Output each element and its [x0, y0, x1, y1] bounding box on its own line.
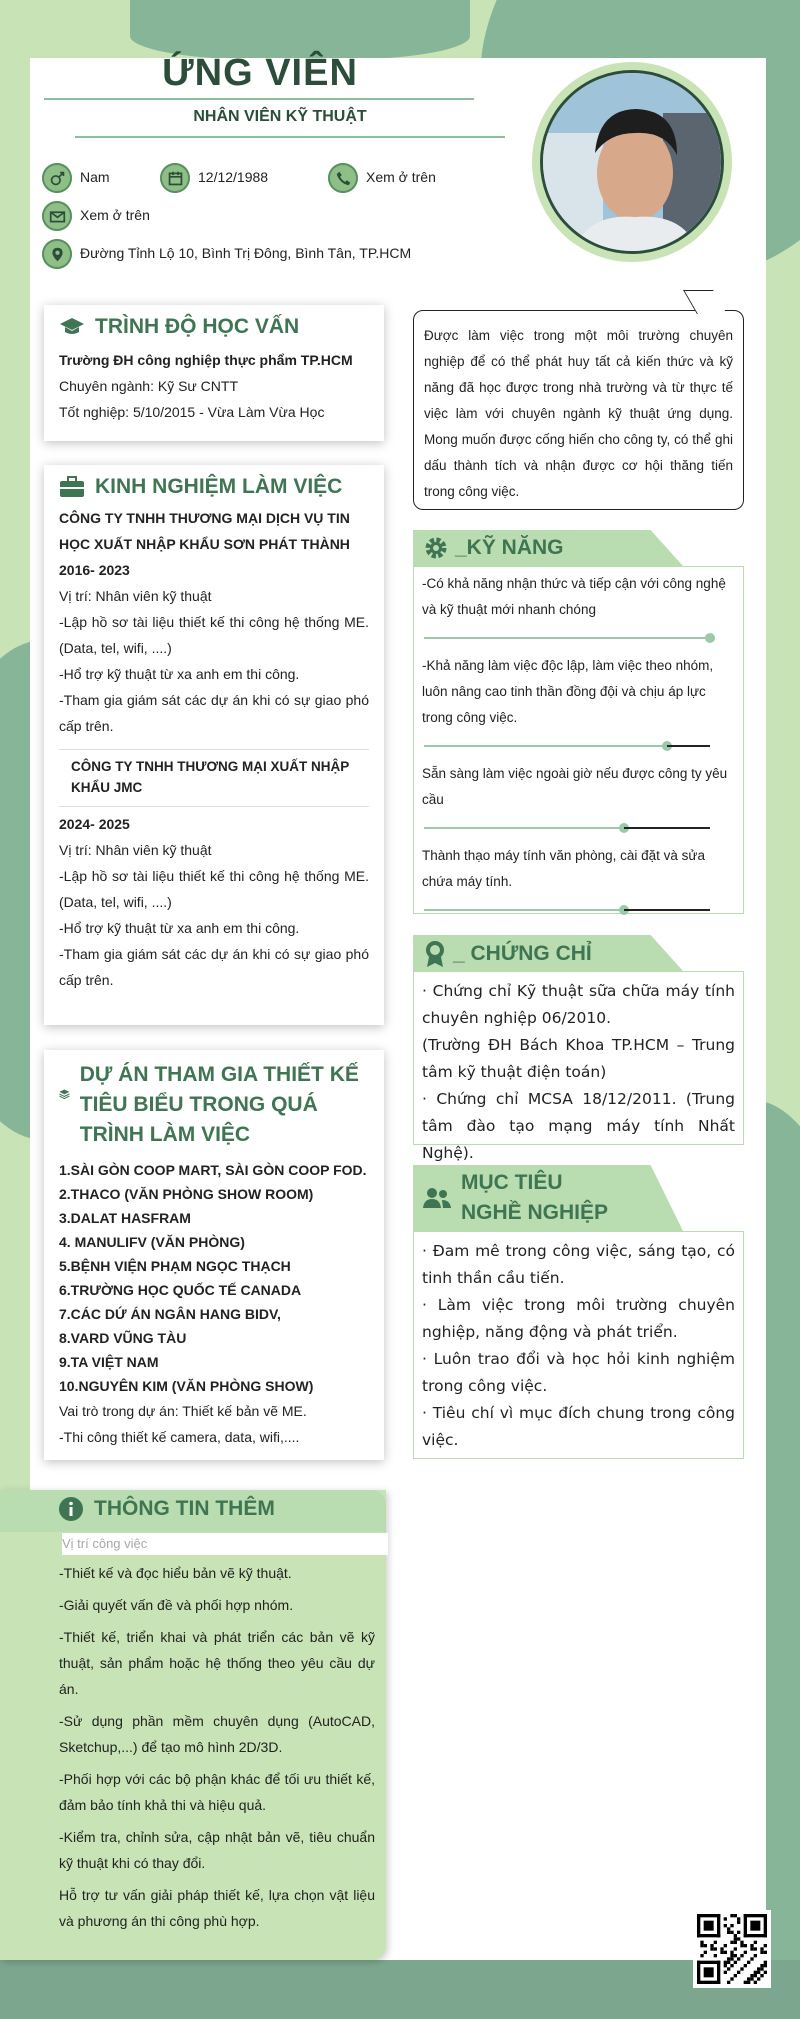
education-graduation: Tốt nghiệp: 5/10/2015 - Vừa Làm Vừa Học — [59, 404, 325, 420]
project-item: 5.BỆNH VIỆN PHẠM NGỌC THẠCH — [59, 1258, 291, 1274]
project-item: 1.SÀI GÒN COOP MART, SÀI GÒN COOP FOD. — [59, 1162, 367, 1178]
certificate-line: · Chứng chỉ MCSA 18/12/2011. (Trung tâm đào tạo mạng máy tính Nhất Nghệ). — [422, 1090, 735, 1162]
experience-card — [44, 465, 384, 1025]
certificate-line: (Trường ĐH Bách Khoa TP.HCM – Trung tâm kỹ thuật điện toán) — [422, 1036, 735, 1081]
projects-card — [44, 1050, 384, 1460]
header — [40, 52, 480, 95]
contact-gender: Nam — [80, 169, 110, 185]
skills-box — [413, 566, 744, 914]
goal-item: · Luôn trao đổi và học hỏi kinh nghiệm trong công việc. — [422, 1350, 735, 1395]
job-duty: -Lập hồ sơ tài liệu thiết kế thi công hệ thống ME. (Data, tel, wifi, ....) — [59, 614, 369, 656]
certificates-box — [413, 971, 744, 1162]
skill-item — [422, 895, 735, 925]
skills-heading: _KỸ NĂNG — [455, 536, 564, 559]
education-heading: TRÌNH ĐỘ HỌC VẤN — [95, 315, 300, 338]
job-period: 2024- 2025 — [59, 816, 130, 832]
extra-info-item: -Thiết kế, triển khai và phát triển các bản vẽ kỹ thuật, sản phẩm hoặc hệ thống theo yêu cầu dự án. — [59, 1629, 375, 1697]
job-duty: -Hổ trợ kỹ thuật từ xa anh em thi công. — [59, 920, 300, 936]
divider — [44, 98, 474, 100]
divider — [75, 136, 505, 138]
award-icon — [423, 940, 447, 968]
gender-icon — [42, 163, 72, 193]
calendar-icon — [160, 163, 190, 193]
extra-info-heading: THÔNG TIN THÊM — [94, 1497, 275, 1520]
bg-shape — [130, 0, 470, 60]
extra-info-subtitle: Vị trí công việc — [62, 1533, 388, 1555]
info-icon — [58, 1496, 84, 1522]
goals-box — [413, 1231, 744, 1459]
project-item: 7.CÁC DỨ ÁN NGÂN HANG BIDV, — [59, 1306, 281, 1322]
goals-title — [423, 1168, 611, 1228]
goal-item: · Tiêu chí vì mục đích chung trong công việc. — [422, 1404, 735, 1449]
certificates-title — [423, 940, 592, 968]
job-period: 2016- 2023 — [59, 562, 130, 578]
bg-footer — [0, 1960, 800, 2019]
candidate-name: ỨNG VIÊN — [162, 52, 358, 94]
users-icon — [423, 1187, 451, 1209]
extra-info-list — [59, 1560, 375, 1934]
contact-email: Xem ở trên — [80, 207, 150, 223]
objective-intro-text: Được làm việc trong một môi trường chuyên nghiệp để có thể phát huy tất cả kiến thức và kỹ năng đã học được trong nhà trường và từ thực tế việc làm với chuyên ngành kỹ thuật ứng dụng. Mong muốn được cống hiến cho công ty, có thể ghi dấu thành tích và nhận được cơ hội thăng tiến trong công việc. — [424, 328, 733, 499]
gear-icon — [423, 535, 449, 561]
skill-bar — [424, 745, 667, 747]
skill-bar — [424, 827, 624, 829]
layers-icon — [59, 1082, 70, 1106]
goal-item: · Đam mê trong công việc, sáng tạo, có tinh thần cầu tiến. — [422, 1242, 735, 1287]
job-duty: -Tham gia giám sát các dự án khi có sự giao phó cấp trên. — [59, 692, 369, 734]
skill-item — [422, 623, 735, 653]
email-icon — [42, 201, 72, 231]
project-work: -Thi công thiết kế camera, data, wifi,.... — [59, 1429, 300, 1445]
goal-item: · Làm việc trong môi trường chuyên nghiệp, năng động và phát triển. — [422, 1296, 735, 1341]
extra-info-item: Hỗ trợ tư vấn giải pháp thiết kế, lựa chọn vật liệu và phương án thi công phù hợp. — [59, 1887, 375, 1929]
projects-heading: DỰ ÁN THAM GIA THIẾT KẾ TIÊU BIỂU TRONG QUÁ TRÌNH LÀM VIỆC — [79, 1063, 359, 1146]
skill-bar — [424, 909, 624, 911]
contact-dob: 12/12/1988 — [198, 169, 269, 185]
skill-bar — [424, 637, 710, 639]
contact-address: Đường Tỉnh Lộ 10, Bình Trị Đông, Bình Tân, TP.HCM — [80, 245, 412, 261]
objective-intro-box — [413, 310, 744, 510]
project-item: 2.THACO (VĂN PHÒNG SHOW ROOM) — [59, 1186, 314, 1202]
certificate-line: · Chứng chỉ Kỹ thuật sữa chữa máy tính chuyên nghiệp 06/2010. — [422, 982, 735, 1027]
education-card — [44, 305, 384, 441]
qr-code-image — [697, 1914, 767, 1984]
job-company: CÔNG TY TNHH THƯƠNG MẠI XUẤT NHẬP KHẨU JMC — [71, 759, 349, 795]
project-item: 6.TRƯỜNG HỌC QUỐC TẾ CANADA — [59, 1282, 302, 1298]
extra-info-item: -Sử dụng phần mềm chuyên dụng (AutoCAD, Sketchup,...) để tạo mô hình 2D/3D. — [59, 1713, 375, 1755]
project-item: 8.VARD VŨNG TÀU — [59, 1330, 187, 1346]
phone-icon — [328, 163, 358, 193]
project-item: 10.NGUYÊN KIM (VĂN PHÒNG SHOW) — [59, 1378, 314, 1394]
education-school: Trường ĐH công nghiệp thực phẩm TP.HCM — [59, 352, 353, 368]
project-item: 3.DALAT HASFRAM — [59, 1210, 191, 1226]
job-position: Vị trí: Nhân viên kỹ thuật — [59, 588, 212, 604]
skill-text: -Khả năng làm việc độc lập, làm việc theo nhóm, luôn nâng cao tinh thần đồng đội và chịu áp lực trong công việc. — [422, 658, 714, 725]
extra-info-item: -Giải quyết vấn đề và phối hợp nhóm. — [59, 1597, 294, 1613]
goals-heading: MỤC TIÊU NGHỀ NGHIỆP — [461, 1171, 609, 1224]
briefcase-icon — [59, 476, 85, 498]
extra-info-title — [58, 1496, 275, 1522]
contact-phone: Xem ở trên — [366, 169, 436, 185]
extra-info-item: -Thiết kế và đọc hiểu bản vẽ kỹ thuật. — [59, 1565, 292, 1581]
certificates-heading: _ CHỨNG CHỈ — [453, 942, 592, 965]
job-duty: -Lập hồ sơ tài liệu thiết kế thi công hệ thống ME. (Data, tel, wifi, ....) — [59, 868, 369, 910]
skill-text: Sẵn sàng làm việc ngoài giờ nếu được công ty yêu cầu — [422, 766, 728, 807]
project-item: 9.TA VIỆT NAM — [59, 1354, 159, 1370]
graduation-cap-icon — [59, 317, 85, 337]
qr-code — [693, 1910, 771, 1988]
location-icon — [42, 239, 72, 269]
skill-item — [422, 813, 735, 843]
job-duty: -Hổ trợ kỹ thuật từ xa anh em thi công. — [59, 666, 300, 682]
job-title: NHÂN VIÊN KỸ THUẬT — [193, 108, 367, 125]
education-major: Chuyên ngành: Kỹ Sư CNTT — [59, 378, 239, 394]
job-position: Vị trí: Nhân viên kỹ thuật — [59, 842, 212, 858]
skills-title — [423, 535, 564, 561]
extra-info-item: -Phối hợp với các bộ phận khác để tối ưu thiết kế, đảm bảo tính khả thi và hiệu quả. — [59, 1771, 375, 1813]
skill-text: -Có khả năng nhận thức và tiếp cận với công nghệ và kỹ thuật mới nhanh chóng — [422, 576, 726, 617]
project-item: 4. MANULIFV (VĂN PHÒNG) — [59, 1234, 245, 1250]
avatar — [540, 70, 724, 254]
project-role: Vai trò trong dự án: Thiết kế bản vẽ ME. — [59, 1403, 307, 1419]
job-duty: -Tham gia giám sát các dự án khi có sự giao phó cấp trên. — [59, 946, 369, 988]
job-company: CÔNG TY TNHH THƯƠNG MẠI DỊCH VỤ TIN HỌC XUẤT NHẬP KHẨU SƠN PHÁT THÀNH — [59, 510, 350, 552]
skill-item — [422, 731, 735, 761]
avatar-photo — [543, 73, 724, 254]
extra-info-item: -Kiểm tra, chỉnh sửa, cập nhật bản vẽ, tiêu chuẩn kỹ thuật khi có thay đổi. — [59, 1829, 375, 1871]
experience-heading: KINH NGHIỆM LÀM VIỆC — [95, 475, 343, 498]
skill-text: Thành thạo máy tính văn phòng, cài đặt và sửa chứa máy tính. — [422, 848, 705, 889]
